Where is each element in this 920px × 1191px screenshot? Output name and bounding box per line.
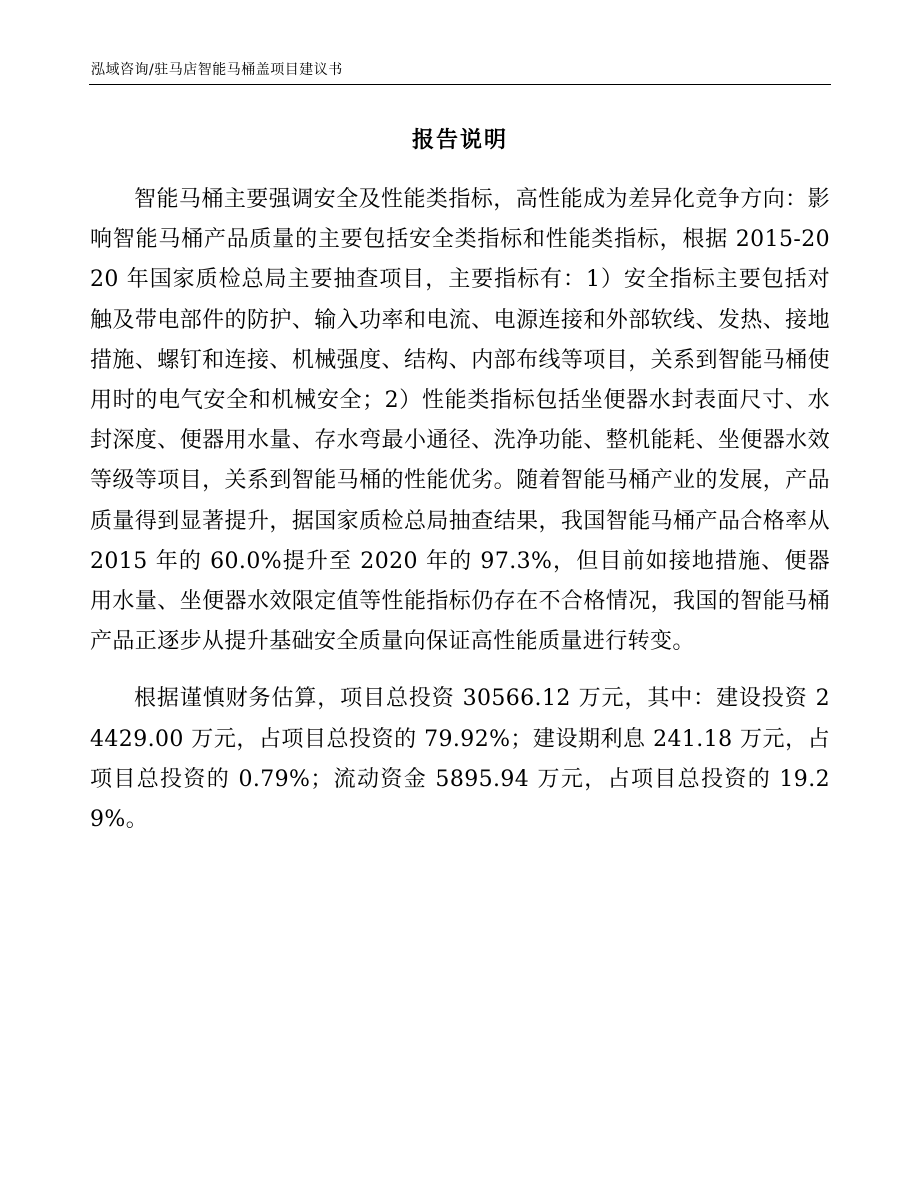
paragraph-quality-indicators: 智能马桶主要强调安全及性能类指标，高性能成为差异化竞争方向：影响智能马桶产品质量的主要包括安全类指标和性能类指标，根据 2015-2020 年国家质检总局主要抽查项目，主要指标有：1）安全指标主要包括对触及带电部件的防护、输入功率和电流、电源连接和外部软线、发热、接地措施、螺钉和连接、机械强度、结构、内部布线等项目，关系到智能马桶使用时的电气安全和机械安全；2）性能类指标包括坐便器水封表面尺寸、水封深度、便器用水量、存水弯最小通径、洗净功能、整机能耗、坐便器水效等级等项目，关系到智能马桶的性能优劣。随着智能马桶产业的发展，产品质量得到显著提升，据国家质检总局抽查结果，我国智能马桶产品合格率从 2015 年的 60.0%提升至 2020 年的 97.3%，但目前如接地措施、便器用水量、坐便器水效限定值等性能指标仍存在不合格情况，我国的智能马桶产品正逐步从提升基础安全质量向保证高性能质量进行转变。 [90, 187, 830, 655]
header-divider [89, 84, 831, 85]
body-text [90, 180, 830, 840]
section-title: 报告说明 [411, 128, 508, 153]
running-header: 泓域咨询/驻马店智能马桶盖项目建议书 [91, 62, 343, 78]
paragraph-investment-estimate: 根据谨慎财务估算，项目总投资 30566.12 万元，其中：建设投资 24429.00 万元，占项目总投资的 79.92%；建设期利息 241.18 万元，占项目总投资的 0.79%；流动资金 5895.94 万元，占项目总投资的 19.29%。 [90, 686, 830, 833]
